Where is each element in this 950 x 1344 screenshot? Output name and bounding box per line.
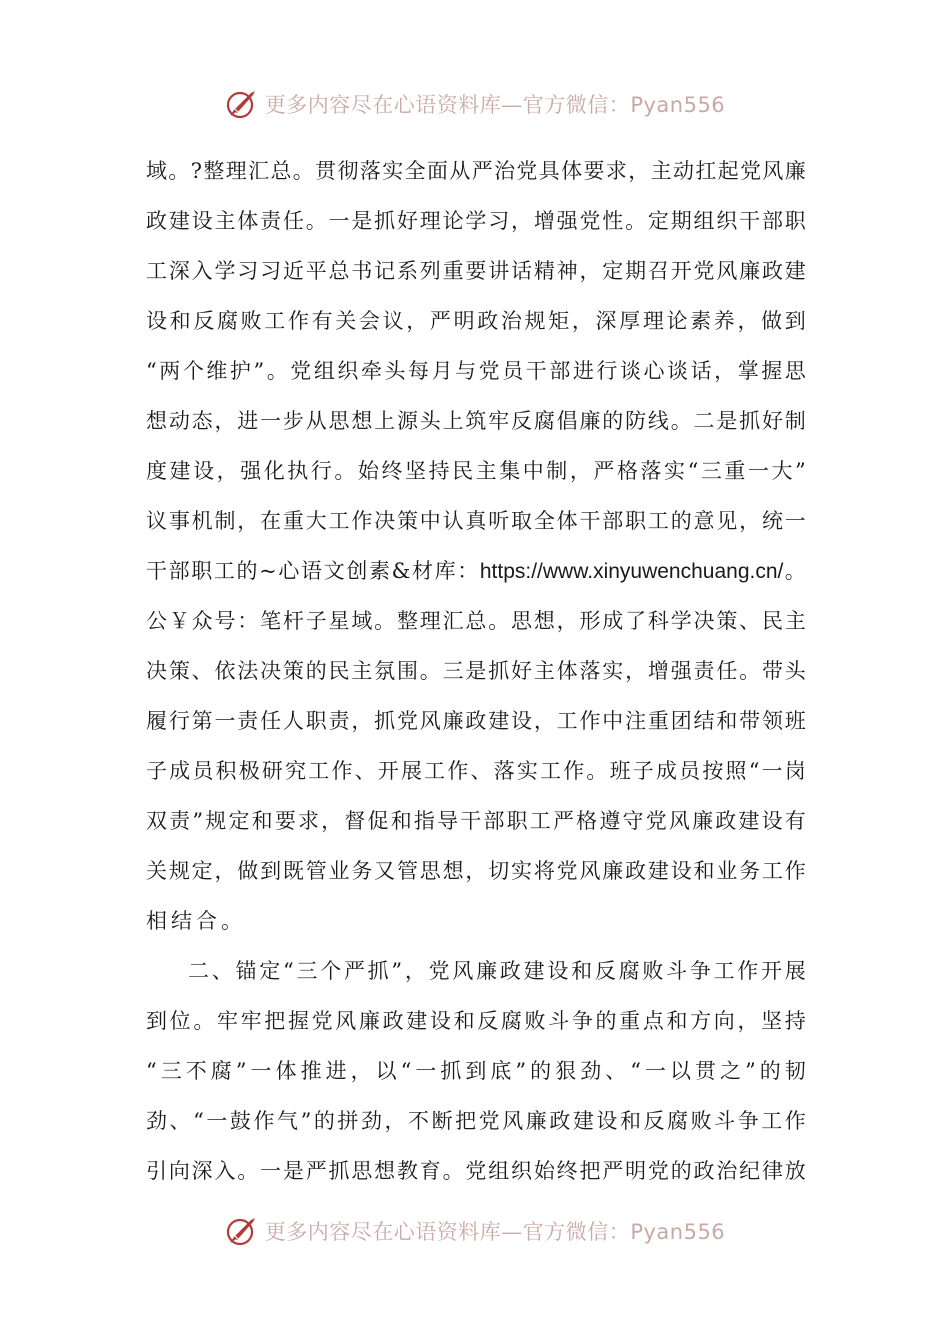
text-line: 履行第一责任人职责，抓党风廉政建设，工作中注重团结和带领班 (146, 709, 806, 733)
document-body (146, 146, 806, 1196)
quill-logo-icon (225, 1214, 259, 1248)
header-watermark (0, 84, 950, 124)
text-line: 想动态，进一步从思想上源头上筑牢反腐倡廉的防线。二是抓好制 (146, 409, 806, 433)
text-line: 子成员积极研究工作、开展工作、落实工作。班子成员按照“一岗 (146, 759, 806, 783)
text-line: 政建设主体责任。一是抓好理论学习，增强党性。定期组织干部职 (146, 209, 806, 233)
quill-logo-icon (225, 87, 259, 121)
watermark-text: 更多内容尽在心语资料库—官方微信：Pyan556 (264, 1220, 726, 1244)
text-line: 双责”规定和要求，督促和指导干部职工严格遵守党风廉政建设有 (146, 809, 806, 833)
text-line: 公￥众号：笔杆子星域。整理汇总。思想，形成了科学决策、民主 (146, 609, 806, 633)
watermark-text: 更多内容尽在心语资料库—官方微信：Pyan556 (264, 93, 726, 117)
text-line: 工深入学习习近平总书记系列重要讲话精神，定期召开党风廉政建 (146, 259, 806, 283)
url-line-suffix: 。 (783, 559, 806, 583)
text-line: 决策、依法决策的民主氛围。三是抓好主体落实，增强责任。带头 (146, 659, 806, 683)
wechat-id: Pyan556 (630, 93, 726, 117)
text-line: “两个维护”。党组织牵头每月与党员干部进行谈心谈话，掌握思 (146, 359, 806, 383)
text-line: 引向深入。一是严抓思想教育。党组织始终把严明党的政治纪律放 (146, 1159, 806, 1183)
website-link[interactable]: https://www.xinyuwenchuang.cn/ (479, 560, 784, 583)
text-line: 到位。牢牢把握党风廉政建设和反腐败斗争的重点和方向，坚持 (146, 1009, 806, 1033)
text-line: 度建设，强化执行。始终坚持民主集中制，严格落实“三重一大” (146, 459, 806, 483)
section-heading-line: 二、锚定“三个严抓”，党风廉政建设和反腐败斗争工作开展 (188, 959, 806, 983)
text-line: 设和反腐败工作有关会议，严明政治规矩，深厚理论素养，做到 (146, 309, 806, 333)
footer-watermark (0, 1211, 950, 1251)
text-line: 议事机制，在重大工作决策中认真听取全体干部职工的意见，统一 (146, 509, 806, 533)
text-line: “三不腐”一体推进，以“一抓到底”的狠劲、“一以贯之”的韧 (146, 1059, 806, 1083)
paragraph-last-line: 相结合。 (146, 909, 246, 933)
url-line-prefix: 干部职工的~心语文创素&材库： (146, 559, 480, 583)
wechat-id: Pyan556 (630, 1220, 726, 1244)
text-line: 域。?整理汇总。贯彻落实全面从严治党具体要求，主动扛起党风廉 (146, 159, 806, 183)
text-line: 劲、“一鼓作气”的拼劲，不断把党风廉政建设和反腐败斗争工作 (146, 1109, 806, 1133)
text-line: 关规定，做到既管业务又管思想，切实将党风廉政建设和业务工作 (146, 859, 806, 883)
text-line-with-url (146, 546, 806, 596)
